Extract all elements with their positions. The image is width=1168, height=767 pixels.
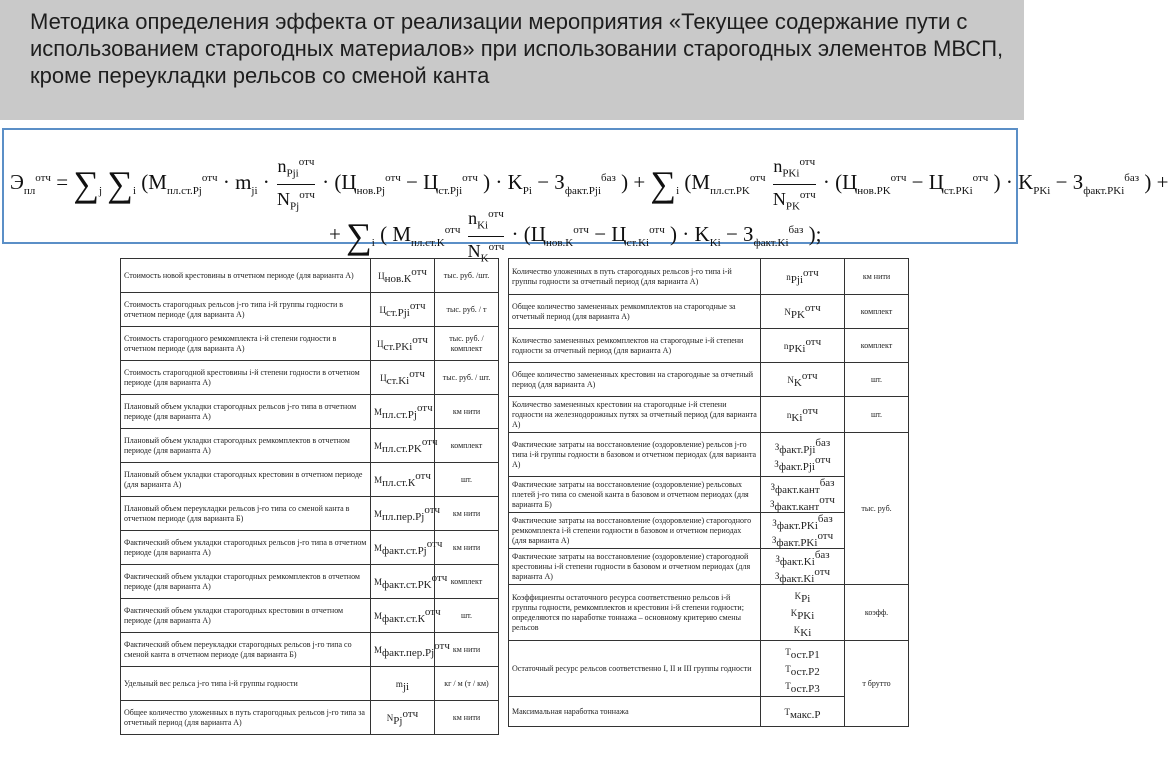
table-row [121, 327, 499, 361]
param-unit: шт. [845, 363, 909, 397]
symbol-line [764, 268, 841, 285]
param-description: Фактический объем укладки старогодных ремкомплектов в отчетном периоде (для варианта А) [121, 565, 371, 599]
param-symbol [371, 701, 435, 735]
param-description: Общее количество уложенных в путь старогодных рельсов j-го типа за отчетный период (для варианта А) [121, 701, 371, 735]
param-description: Стоимость новой крестовины в отчетном периоде (для варианта А) [121, 259, 371, 293]
table-row [121, 463, 499, 497]
param-unit: км нити [435, 395, 499, 429]
param-unit: тыс. руб. / шт. [435, 361, 499, 395]
table-row [121, 395, 499, 429]
fraction-rails: $\frac{n_{Pji}^{отч}}{N_{Pj}^{отч}}$ [277, 152, 315, 216]
param-symbol [371, 293, 435, 327]
symbol-notation: $n_{Ki}^{отч}$ [786, 405, 819, 424]
left-table [120, 258, 499, 735]
param-symbol [761, 641, 845, 697]
param-symbol [761, 513, 845, 549]
param-description: Остаточный ресурс рельсов соответственно I, II и III группы годности [509, 641, 761, 697]
symbol-notation: $З_{факт.Ki}^{отч}$ [774, 565, 831, 585]
formula-line-1: $Э_{пл}^{отч} = \sum_j$ $\sum_i$ ($M_{пл.ст.Pj}^{отч} \cdot m_{ji}$ · $\frac{n_{Pji}^{отч}}{N_{Pj}^{отч}}$ · ($Ц_{нов.Pj}^{отч} - Ц_{ст.Pji}^{отч}$ ) · $K_{Pi} - З_{факт.Pji}^{баз}$ ) + $\sum_i$ ($M_{пл.ст.PK}^{отч}$ $\frac{n_{PKi}^{отч}}{N_{PK}^{отч}}$ · ($Ц_{нов.PK}^{отч} - Ц_{ст.PKi}^{отч}$ ) · $K_{PKi} - З_{факт.PKi}^{баз}$ ) + [10, 152, 1168, 216]
table-row [121, 259, 499, 293]
symbol-notation: $M_{пл.ст.Pj}^{отч}$ [374, 402, 433, 421]
table-row [121, 429, 499, 463]
param-description: Стоимость старогодного ремкомплекта i-й степени годности в отчетном периоде (для варианта А) [121, 327, 371, 361]
param-description: Общее количество замененных крестовин на старогодные за отчетный период (для варианта А) [509, 363, 761, 397]
symbol-notation: $M_{факт.ст.Pj}^{отч}$ [374, 538, 443, 557]
param-unit: комплект [435, 429, 499, 463]
symbol-line [764, 643, 841, 660]
symbol-notation: $З_{факт.Ki}^{баз}$ [775, 548, 830, 568]
param-unit: кг / м (т / км) [435, 667, 499, 701]
symbol-line [764, 531, 841, 548]
symbol-notation: $T_{макс.P}$ [784, 707, 821, 721]
formula-box [2, 128, 1168, 265]
param-unit: км нити [435, 531, 499, 565]
symbol-notation: $K_{PKi}$ [790, 608, 815, 622]
param-description: Фактические затраты на восстановление (оздоровление) рельсов j-го типа i-й группы годности в базовом и отчетном периодах (для варианта А) [509, 433, 761, 477]
param-symbol [761, 259, 845, 295]
table-row [121, 361, 499, 395]
table-row [121, 701, 499, 735]
param-description: Количество замененных крестовин на старогодные i-й степени годности на железнодорожных путях за отчетный период (для варианта А) [509, 397, 761, 433]
param-description: Максимальная наработка тоннажа [509, 697, 761, 727]
param-unit-costs: тыс. руб. [845, 433, 909, 585]
param-description: Фактические затраты на восстановление (оздоровление) рельсовых плетей j-го типа со сменой канта в базовом и отчетном периодах (для варианта Б) [509, 477, 761, 513]
symbol-line [764, 495, 841, 512]
param-description: Фактические затраты на восстановление (оздоровление) старогодной крестовины i-й степени годности в базовом и отчетном периодах (для варианта А) [509, 549, 761, 585]
symbol-notation: $Ц_{ст.Ki}^{отч}$ [380, 368, 425, 387]
table-row [509, 641, 909, 697]
param-symbol [761, 363, 845, 397]
param-description: Коэффициенты остаточного ресурса соответственно рельсов i-й группы годности, ремкомплектов и крестовин i-й степени годности; определяются по наработке тоннажа – основному критерию смены рельсов [509, 585, 761, 641]
table-row [509, 295, 909, 329]
param-unit: км нити [435, 701, 499, 735]
symbol-notation: $M_{пл.ст.К}^{отч}$ [374, 470, 431, 489]
param-description: Плановый объем укладки старогодных ремкомплектов в отчетном периоде (для варианта А) [121, 429, 371, 463]
param-unit: тыс. руб. / комплект [435, 327, 499, 361]
symbol-notation: $З_{факт.кант}^{баз}$ [770, 476, 835, 496]
param-description: Количество замененных ремкомплектов на старогодные i-й степени годности за отчетный период (для варианта А) [509, 329, 761, 363]
symbol-line [764, 621, 841, 638]
param-symbol [761, 697, 845, 727]
param-symbol [371, 259, 435, 293]
table-row [121, 667, 499, 701]
param-unit: комплект [435, 565, 499, 599]
param-unit: коэфф. [845, 585, 909, 641]
param-symbol [761, 295, 845, 329]
symbol-notation: $З_{факт.Pji}^{баз}$ [774, 436, 831, 456]
param-unit: шт. [435, 463, 499, 497]
param-symbol [371, 463, 435, 497]
param-unit: шт. [845, 397, 909, 433]
symbol-line [764, 660, 841, 677]
param-symbol [761, 397, 845, 433]
param-symbol [371, 395, 435, 429]
symbol-line [764, 438, 841, 455]
symbol-line [764, 587, 841, 604]
symbol-notation: $M_{факт.ст.К}^{отч}$ [374, 606, 441, 625]
param-description: Фактический объем укладки старогодных крестовин в отчетном периоде (для варианта А) [121, 599, 371, 633]
param-unit: комплект [845, 329, 909, 363]
symbol-line [764, 514, 841, 531]
param-description: Плановый объем укладки старогодных рельсов j-го типа в отчетном периоде (для варианта А) [121, 395, 371, 429]
symbol-notation: $Ц_{ст.Pji}^{отч}$ [379, 300, 426, 319]
param-description: Фактические затраты на восстановление (оздоровление) старогодного ремкомплекта i-й степени годности в базовом и отчетном периодах (для варианта А) [509, 513, 761, 549]
symbol-line [764, 337, 841, 354]
param-symbol [371, 565, 448, 599]
param-unit: км нити [845, 259, 909, 295]
symbol-line [764, 550, 841, 567]
param-unit: шт. [435, 599, 499, 633]
table-row [509, 363, 909, 397]
symbol-notation: $T_{ост.P1}$ [785, 647, 820, 662]
param-unit: км нити [435, 633, 499, 667]
param-symbol [371, 633, 450, 667]
param-description: Стоимость старогодных рельсов j-го типа i-й группы годности в отчетном периоде (для варианта А) [121, 293, 371, 327]
table-row [121, 497, 499, 531]
param-symbol [371, 497, 441, 531]
param-unit-tonnage: т брутто [845, 641, 909, 727]
param-symbol [761, 329, 845, 363]
formula-line-2: + $\sum_i$ ( $M_{пл.ст.K}^{отч}$ $\frac{n_{Ki}^{отч}}{N_K^{отч}}$ · ($Ц_{нов.K}^{отч} - Ц_{ст.Ki}^{отч}$ ) · $K_{Ki} - З_{факт.Ki}^{баз}$ ); [329, 204, 821, 268]
param-symbol [371, 667, 435, 701]
symbol-notation: $M_{факт.ст.PK}^{отч}$ [374, 572, 448, 591]
param-symbol [371, 429, 438, 463]
param-description: Фактический объем переукладки старогодных рельсов j-го типа со сменой канта в отчетном периоде (для варианта Б) [121, 633, 371, 667]
symbol-notation: $Ц_{нов.К}^{отч}$ [378, 266, 427, 285]
table-row [121, 633, 499, 667]
fraction-frogs: $\frac{n_{Ki}^{отч}}{N_K^{отч}}$ [468, 204, 505, 268]
symbol-notation: $N_{PK}^{отч}$ [784, 302, 821, 321]
symbol-line [764, 455, 841, 472]
symbol-notation: $M_{пл.пер.Pj}^{отч}$ [374, 504, 441, 523]
symbol-notation: $Ц_{ст.PKi}^{отч}$ [377, 334, 428, 353]
table-row [121, 531, 499, 565]
param-description: Общее количество замененных ремкомплектов на старогодные за отчетный период (для варианта А) [509, 295, 761, 329]
symbol-notation: $N_{Pj}^{отч}$ [386, 708, 419, 727]
symbol-notation: $T_{ост.P3}$ [785, 680, 820, 695]
param-symbol [761, 477, 845, 513]
table-row [509, 259, 909, 295]
slide-title: Методика определения эффекта от реализации мероприятия «Текущее содержание пути с использованием старогодных материалов» при использовании старогодных элементов МВСП, кроме переукладки рельсов со сменой канта [30, 9, 1004, 88]
fraction-repair-kits: $\frac{n_{PKi}^{отч}}{N_{PK}^{отч}}$ [773, 152, 816, 216]
symbol-notation: $З_{факт.Pji}^{отч}$ [774, 453, 831, 473]
symbol-line [764, 677, 841, 694]
param-description: Фактический объем укладки старогодных рельсов j-го типа в отчетном периоде (для варианта А) [121, 531, 371, 565]
param-unit: км нити [435, 497, 499, 531]
symbol-notation: $З_{факт.кант}^{отч}$ [770, 493, 835, 513]
param-description: Удельный вес рельса j-го типа i-й группы годности [121, 667, 371, 701]
param-symbol [371, 327, 435, 361]
table-row [121, 599, 499, 633]
symbol-notation: $T_{ост.P2}$ [785, 664, 820, 678]
symbol-line [764, 478, 841, 495]
table-row [509, 585, 909, 641]
symbol-notation: $N_K^{отч}$ [787, 370, 818, 389]
param-symbol [371, 361, 435, 395]
symbol-notation: $n_{PKi}^{отч}$ [783, 336, 822, 355]
table-row [509, 329, 909, 363]
symbol-notation: $K_{Pi}$ [794, 591, 811, 606]
right-table [508, 258, 909, 727]
param-symbol [371, 531, 443, 565]
param-unit: тыс. руб. /шт. [435, 259, 499, 293]
param-symbol [761, 549, 845, 585]
param-symbol [761, 585, 845, 641]
symbol-notation: $З_{факт.PKi}^{баз}$ [772, 512, 833, 532]
param-description: Плановый объем переукладки рельсов j-го типа со сменой канта в отчетном периоде (для варианта Б) [121, 497, 371, 531]
table-row [121, 565, 499, 599]
table-row [509, 433, 909, 477]
symbol-line [764, 406, 841, 423]
param-unit: тыс. руб. / т [435, 293, 499, 327]
param-description: Плановый объем укладки старогодных крестовин в отчетном периоде (для варианта А) [121, 463, 371, 497]
table-row [121, 293, 499, 327]
param-description: Количество уложенных в путь старогодных рельсов j-го типа i-й группы годности за отчетный период (для варианта А) [509, 259, 761, 295]
symbol-line [764, 371, 841, 388]
table-row [509, 397, 909, 433]
symbol-notation: $m_{ji}$ [395, 679, 410, 693]
symbol-line [764, 303, 841, 320]
symbol-line [764, 604, 841, 621]
symbol-line [764, 567, 841, 584]
symbol-notation: $З_{факт.PKi}^{отч}$ [771, 529, 834, 549]
symbol-notation: $M_{факт.пер.Pj}^{отч}$ [374, 640, 450, 659]
symbol-notation: $M_{пл.ст.PK}^{отч}$ [374, 436, 438, 455]
symbol-notation: $n_{Pji}^{отч}$ [786, 267, 819, 286]
param-description: Стоимость старогодной крестовины i-й степени годности в отчетном периоде (для варианта А) [121, 361, 371, 395]
param-symbol [371, 599, 441, 633]
param-symbol [761, 433, 845, 477]
symbol-notation: $K_{Ki}$ [793, 624, 812, 639]
param-unit: комплект [845, 295, 909, 329]
symbol-line [764, 703, 841, 720]
